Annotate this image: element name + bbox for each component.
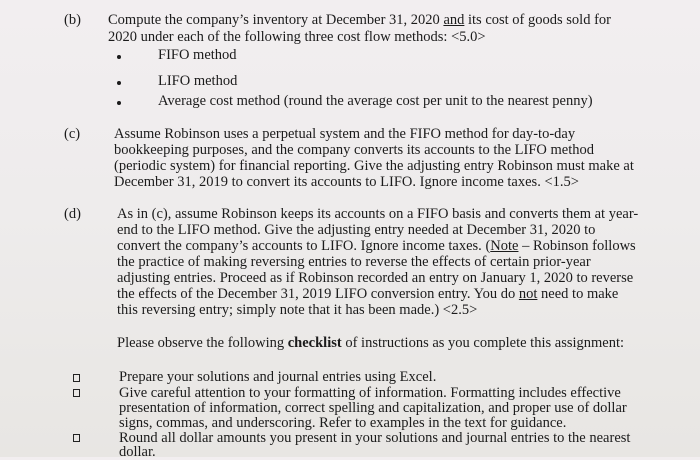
section-b-label: (b) — [64, 12, 81, 28]
bullet-icon — [117, 55, 121, 59]
section-b-line-2: 2020 under each of the following three cost flow methods: <5.0> — [108, 29, 486, 45]
section-c-line: December 31, 2019 to convert its accounts to LIFO. Ignore income taxes. <1.5> — [114, 174, 579, 190]
section-d-line: end to the LIFO method. Give the adjusting entry needed at December 31, 2020 to — [117, 222, 596, 238]
section-d-line: the effects of the December 31, 2019 LIFO conversion entry. You do not need to make — [117, 286, 619, 302]
checklist-line: Prepare your solutions and journal entries using Excel. — [119, 369, 437, 385]
section-c-line: Assume Robinson uses a perpetual system and the FIFO method for day-to-day — [114, 126, 576, 142]
checklist-intro: Please observe the following checklist of instructions as you complete this assignment: — [117, 335, 625, 351]
checkbox-icon — [73, 389, 80, 397]
method-average: Average cost method (round the average cost per unit to the nearest penny) — [158, 93, 593, 109]
checkbox-icon — [73, 434, 80, 442]
bullet-icon — [117, 81, 121, 85]
section-c-line: bookkeeping purposes, and the company converts its accounts to the LIFO method — [114, 142, 595, 158]
section-c-label: (c) — [64, 126, 81, 142]
checklist-line: Round all dollar amounts you present in your solutions and journal entries to the nearest — [119, 430, 631, 446]
section-d-line: this reversing entry; simply note that it has been made.) <2.5> — [117, 302, 478, 318]
section-c-line: (periodic system) for financial reporting. Give the adjusting entry Robinson must make at — [114, 158, 634, 174]
section-d-line: adjusting entries. Proceed as if Robinson recorded an entry on January 1, 2020 to reverse — [117, 270, 634, 286]
checklist-line: signs, commas, and underscoring. Refer to examples in the text for guidance. — [119, 415, 567, 431]
method-fifo: FIFO method — [158, 47, 237, 63]
section-b-line-1: Compute the company’s inventory at December 31, 2020 and its cost of goods sold for — [108, 12, 611, 28]
bullet-icon — [117, 101, 121, 105]
section-d-line: convert the company’s accounts to LIFO. Ignore income taxes. (Note – Robinson follows — [117, 238, 636, 254]
checklist-line: Give careful attention to your formatting of information. Formatting includes effective — [119, 385, 621, 401]
checkbox-icon — [73, 374, 80, 382]
checklist-line: presentation of information, correct spelling and capitalization, and proper use of dollar — [119, 400, 627, 416]
section-d-line: the practice of making reversing entries to reverse the effects of certain prior-year — [117, 254, 591, 270]
section-d-line: As in (c), assume Robinson keeps its accounts on a FIFO basis and converts them at year- — [117, 206, 639, 222]
checklist-line: dollar. — [119, 444, 156, 460]
section-d-label: (d) — [64, 206, 81, 222]
method-lifo: LIFO method — [158, 73, 238, 89]
